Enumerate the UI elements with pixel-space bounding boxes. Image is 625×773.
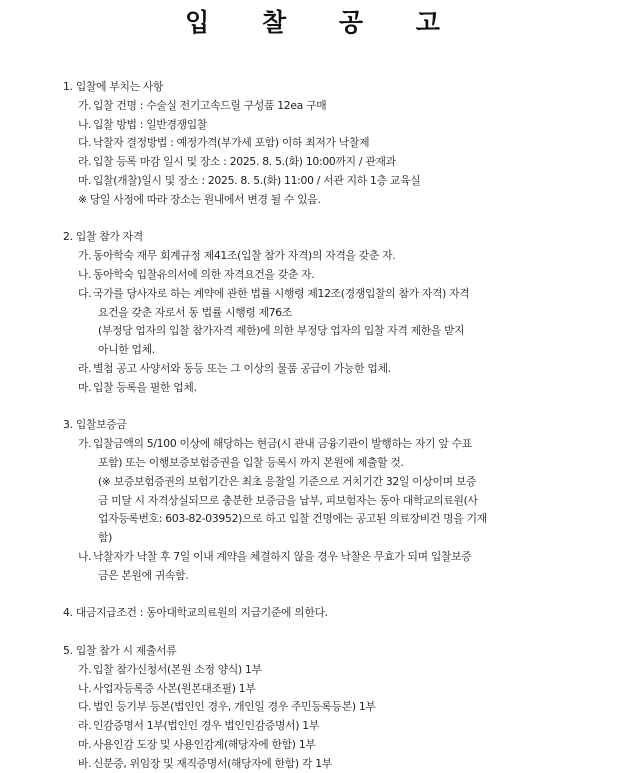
section-5-item-b — [0, 680, 625, 699]
item-text: 별첨 공고 사양서와 동등 또는 그 이상의 물품 공급이 가능한 업체. — [93, 361, 391, 375]
item-label: 라. — [78, 719, 92, 733]
item-text: 낙찰자가 낙찰 후 7일 이내 계약을 체결하지 않을 경우 낙찰은 무효가 되며 입찰보증 — [93, 549, 472, 563]
item-label: 마. — [78, 737, 92, 751]
item-text: 사업자등록증 사본(원본대조필) 1부 — [93, 681, 256, 695]
item-label: 다. — [78, 286, 92, 300]
item-text: 인감증명서 1부(법인인 경우 법인인감증명서) 1부 — [93, 719, 319, 733]
item-text: 동아학숙 입찰유의서에 의한 자격요건을 갖춘 자. — [93, 267, 315, 281]
section-1-item-d — [0, 153, 625, 172]
section-2-item-e — [0, 379, 625, 398]
section-4-heading: 4. 대금지급조건 : 동아대학교의료원의 지급기준에 의한다. — [63, 606, 328, 620]
section-3-item-b — [0, 548, 625, 567]
item-text: 낙찰자 결정방법 : 예정가격(부가세 포함) 이하 최저가 낙찰제 — [93, 136, 370, 150]
item-label: 바. — [78, 756, 92, 770]
item-label: 다. — [78, 700, 92, 714]
section-3-item-b-cont: 금은 본원에 귀속함. — [98, 568, 189, 582]
section-2-item-a — [0, 247, 625, 266]
item-text: 입찰(개찰)일시 및 장소 : 2025. 8. 5.(화) 11:00 / 서관 지하 1층 교육실 — [93, 173, 421, 187]
item-label: 라. — [78, 361, 92, 375]
section-3-item-a-cont: 포함) 또는 이행보증보험증권을 입찰 등록시 까지 본원에 제출할 것. — [98, 455, 404, 469]
section-5-item-d — [0, 717, 625, 736]
document-title: 입 찰 공 고 — [185, 8, 462, 37]
item-label: 나. — [78, 681, 92, 695]
section-2-item-c-cont-3: 아니한 업체. — [98, 343, 155, 357]
section-2-item-c-cont-1: 요건을 갖춘 자로서 동 법률 시행령 제76조 — [98, 305, 293, 319]
item-label: 다. — [78, 136, 92, 150]
section-5-item-e — [0, 736, 625, 755]
section-2-item-b — [0, 266, 625, 285]
section-2-heading: 2. 입찰 참가 자격 — [63, 230, 143, 244]
item-text: 입찰 방법 : 일반경쟁입찰 — [93, 117, 208, 131]
item-text: 입찰 등록 마감 일시 및 장소 : 2025. 8. 5.(화) 10:00까지 / 관재과 — [93, 155, 396, 169]
section-2-item-c — [0, 285, 625, 304]
item-text: 입찰 참가신청서(본원 소정 양식) 1부 — [93, 662, 262, 676]
item-label: 라. — [78, 155, 92, 169]
section-3-heading: 3. 입찰보증금 — [63, 418, 127, 432]
section-3-note-2: 금 미달 시 자격상실되므로 충분한 보증금을 납부, 피보험자는 동아 대학교의료원(사 — [98, 493, 478, 507]
section-2-item-c-cont-2: (부정당 업자의 입찰 참가자격 제한)에 의한 부정당 업자의 입찰 자격 제한을 받지 — [98, 324, 465, 338]
section-1-item-c — [0, 134, 625, 153]
section-2-item-d — [0, 360, 625, 379]
section-3-note-4: 함) — [98, 531, 113, 545]
item-label: 가. — [78, 249, 92, 263]
item-label: 나. — [78, 549, 92, 563]
section-1-heading: 1. 입찰에 부치는 사항 — [63, 80, 164, 93]
item-text: 입찰금액의 5/100 이상에 해당하는 현금(시 관내 금융기관이 발행하는 자기 앞 수표 — [93, 437, 472, 451]
item-text: 법인 등기부 등본(법인인 경우, 개인일 경우 주민등록등본) 1부 — [93, 700, 376, 714]
item-text: 신분증, 위임장 및 재직증명서(해당자에 한함) 각 1부 — [93, 756, 332, 770]
section-5-item-c — [0, 698, 625, 717]
section-1-item-b — [0, 116, 625, 135]
item-label: 마. — [78, 380, 92, 394]
section-5-item-a — [0, 661, 625, 680]
item-text: 사용인감 도장 및 사용인감계(해당자에 한함) 1부 — [93, 737, 316, 751]
section-5-item-f — [0, 755, 625, 773]
item-label: 마. — [78, 173, 92, 187]
section-3-item-a — [0, 435, 625, 454]
section-3-note-3: 업자등록번호: 603-82-03952)으로 하고 입찰 건명에는 공고된 의료장비건 명을 기재 — [98, 512, 487, 526]
section-1-note: ※ 당일 사정에 따라 장소는 원내에서 변경 될 수 있음. — [78, 192, 321, 206]
item-label: 가. — [78, 662, 92, 676]
item-label: 가. — [78, 98, 92, 112]
section-1-item-a — [0, 97, 625, 116]
item-text: 국가를 당사자로 하는 계약에 관한 법률 시행령 제12조(경쟁입찰의 참가 자격) 자격 — [93, 286, 470, 300]
section-5-heading: 5. 입찰 참가 시 제출서류 — [63, 643, 177, 657]
item-text: 입찰 건명 : 수술실 전기고속드릴 구성품 12ea 구매 — [93, 98, 327, 112]
item-text: 동아학숙 재무 회계규정 제41조(입찰 참가 자격)의 자격을 갖춘 자. — [93, 249, 396, 263]
announcement-body — [0, 78, 625, 773]
item-label: 나. — [78, 117, 92, 131]
item-label: 가. — [78, 437, 92, 451]
section-3-note-1: (※ 보증보험증권의 보험기간은 최초 응찰일 기준으로 거치기간 32일 이상이며 보증 — [98, 474, 477, 488]
item-label: 나. — [78, 267, 92, 281]
section-1-item-e — [0, 172, 625, 191]
item-text: 입찰 등록을 필한 업체. — [93, 380, 197, 394]
